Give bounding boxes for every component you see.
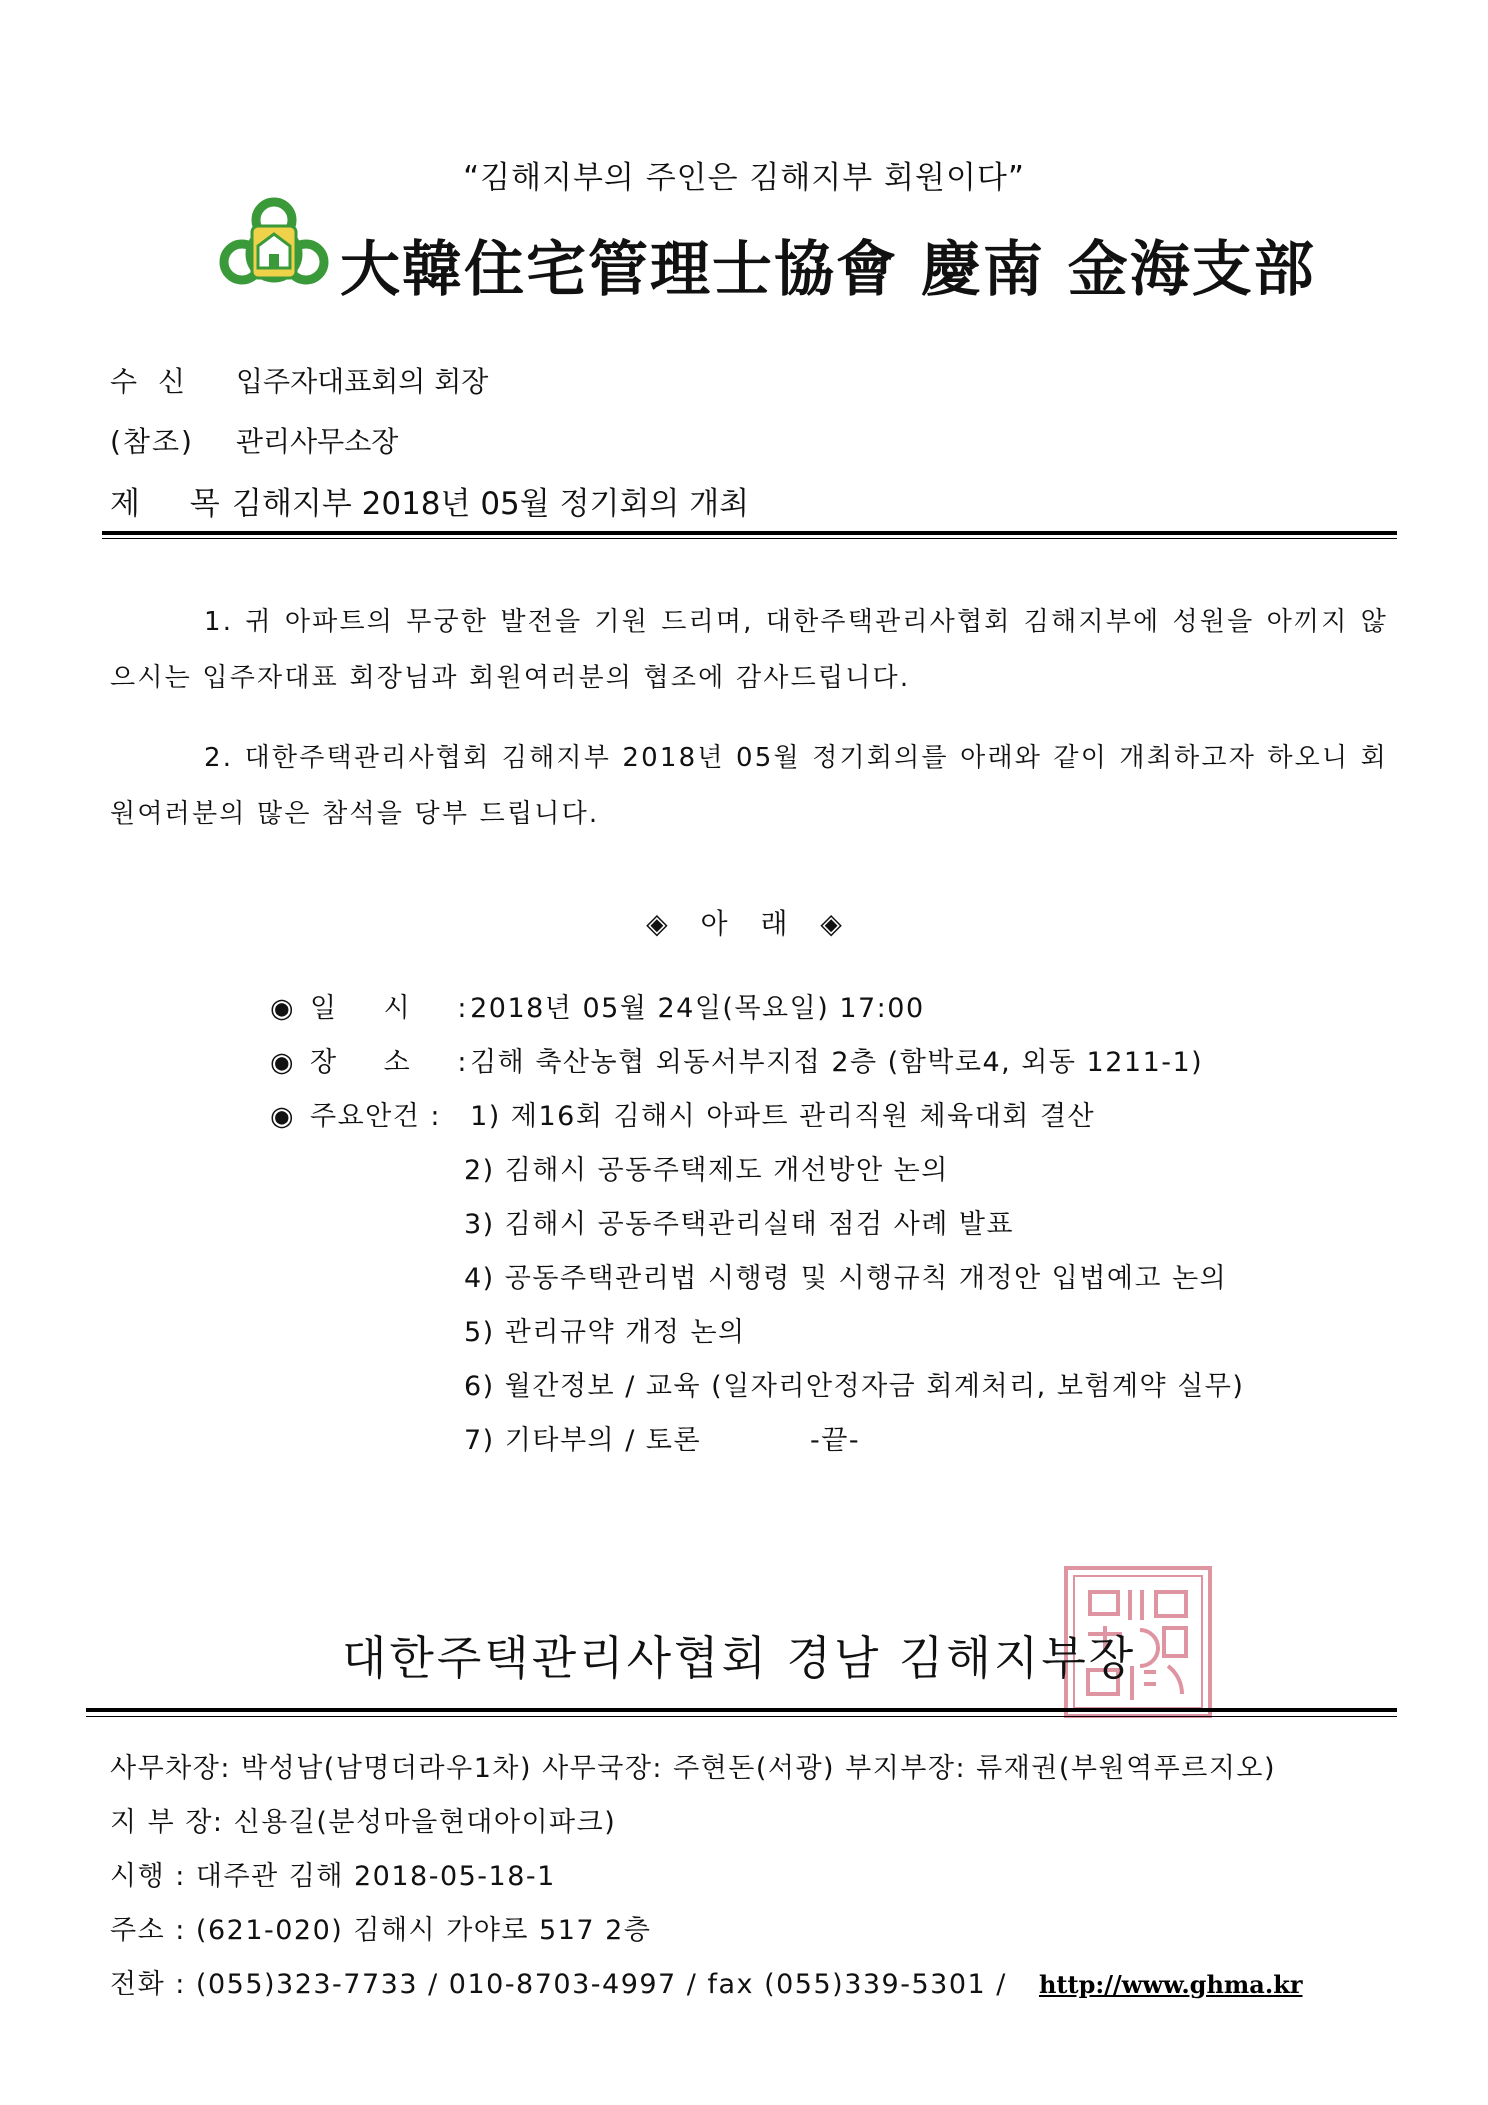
recipient-value: 입주자대표회의 회장 — [236, 365, 489, 398]
paragraph-greeting: 1. 귀 아파트의 무궁한 발전을 기원 드리며, 대한주택관리사협회 김해지부에 성원을 아끼지 않으시는 입주자대표 회장님과 회원여러분의 협조에 감사드립니다. — [110, 607, 1388, 693]
subject-divider-thin — [102, 538, 1397, 539]
notice-heading: ◈ 아 래 ◈ — [646, 907, 842, 940]
subject-divider-thick — [102, 531, 1397, 535]
datetime-label: 일 시 : — [310, 993, 468, 1024]
agenda-item: 1) 제16회 김해시 아파트 관리직원 체육대회 결산 — [470, 1101, 1096, 1132]
organization-title: 大韓住宅管理士協會 慶南 金海支部 — [340, 235, 1316, 305]
paragraph-announcement: 2. 대한주택관리사협회 김해지부 2018년 05월 정기회의를 아래와 같이 개최하고자 하오니 회원여러분의 많은 참석을 당부 드립니다. — [110, 743, 1388, 829]
motto: “김해지부의 주인은 김해지부 회원이다” — [463, 160, 1025, 196]
contact-numbers: 전화 : (055)323-7733 / 010-8703-4997 / fax (055)339-5301 / — [110, 1969, 1007, 2000]
footer-contact-line — [110, 1962, 1303, 2001]
datetime-value: 2018년 05월 24일(목요일) 17:00 — [470, 993, 925, 1024]
agenda-item: 6) 월간정보 / 교육 (일자리안정자금 회계처리, 보험계약 실무) — [464, 1371, 1245, 1402]
place-value: 김해 축산농협 외동서부지접 2층 (함박로4, 외동 1211-1) — [470, 1047, 1204, 1078]
agenda-item: 7) 기타부의 / 토론 — [464, 1425, 702, 1456]
bullet-icon: ◉ — [270, 1047, 296, 1078]
subject-value: 김해지부 2018년 05월 정기회의 개최 — [232, 486, 750, 522]
end-mark: -끝- — [810, 1425, 861, 1456]
reference-label: (참조) — [110, 425, 194, 458]
bullet-icon: ◉ — [270, 1101, 296, 1132]
agenda-item: 4) 공동주택관리법 시행령 및 시행규칙 개정안 입법예고 논의 — [464, 1263, 1228, 1294]
recipient-label: 수 신 — [110, 365, 191, 398]
signature-text: 대한주택관리사협회 경남 김해지부장 — [342, 1631, 1137, 1685]
bullet-icon: ◉ — [270, 993, 296, 1024]
footer-address-line: 주소 : (621-020) 김해시 가야로 517 2층 — [110, 1915, 652, 1946]
agenda-label: 주요안건 : — [310, 1101, 442, 1132]
footer-divider-thick — [86, 1708, 1397, 1712]
agenda-item: 3) 김해시 공동주택관리실태 점검 사례 발표 — [464, 1209, 1015, 1240]
detail-agenda — [270, 1094, 1095, 1133]
subject-label: 제 목 — [110, 486, 240, 522]
website-link[interactable]: http://www.ghma.kr — [1038, 1970, 1303, 1999]
agenda-item: 2) 김해시 공동주택제도 개선방안 논의 — [464, 1155, 949, 1186]
agenda-item: 5) 관리규약 개정 논의 — [464, 1317, 746, 1348]
footer-issue-line: 시행 : 대주관 김해 2018-05-18-1 — [110, 1861, 556, 1892]
detail-datetime — [270, 986, 925, 1025]
footer-chief-line: 지 부 장: 신용길(분성마을현대아이파크) — [110, 1807, 617, 1838]
footer-divider-thin — [86, 1716, 1397, 1717]
association-house-logo-icon — [218, 196, 330, 300]
place-label: 장 소 : — [310, 1047, 468, 1078]
footer-staff-line: 사무차장: 박성남(남명더라우1차) 사무국장: 주현돈(서광) 부지부장: 류재권(부원역푸르지오) — [110, 1753, 1277, 1784]
reference-value: 관리사무소장 — [236, 425, 399, 458]
detail-place — [270, 1040, 1203, 1079]
